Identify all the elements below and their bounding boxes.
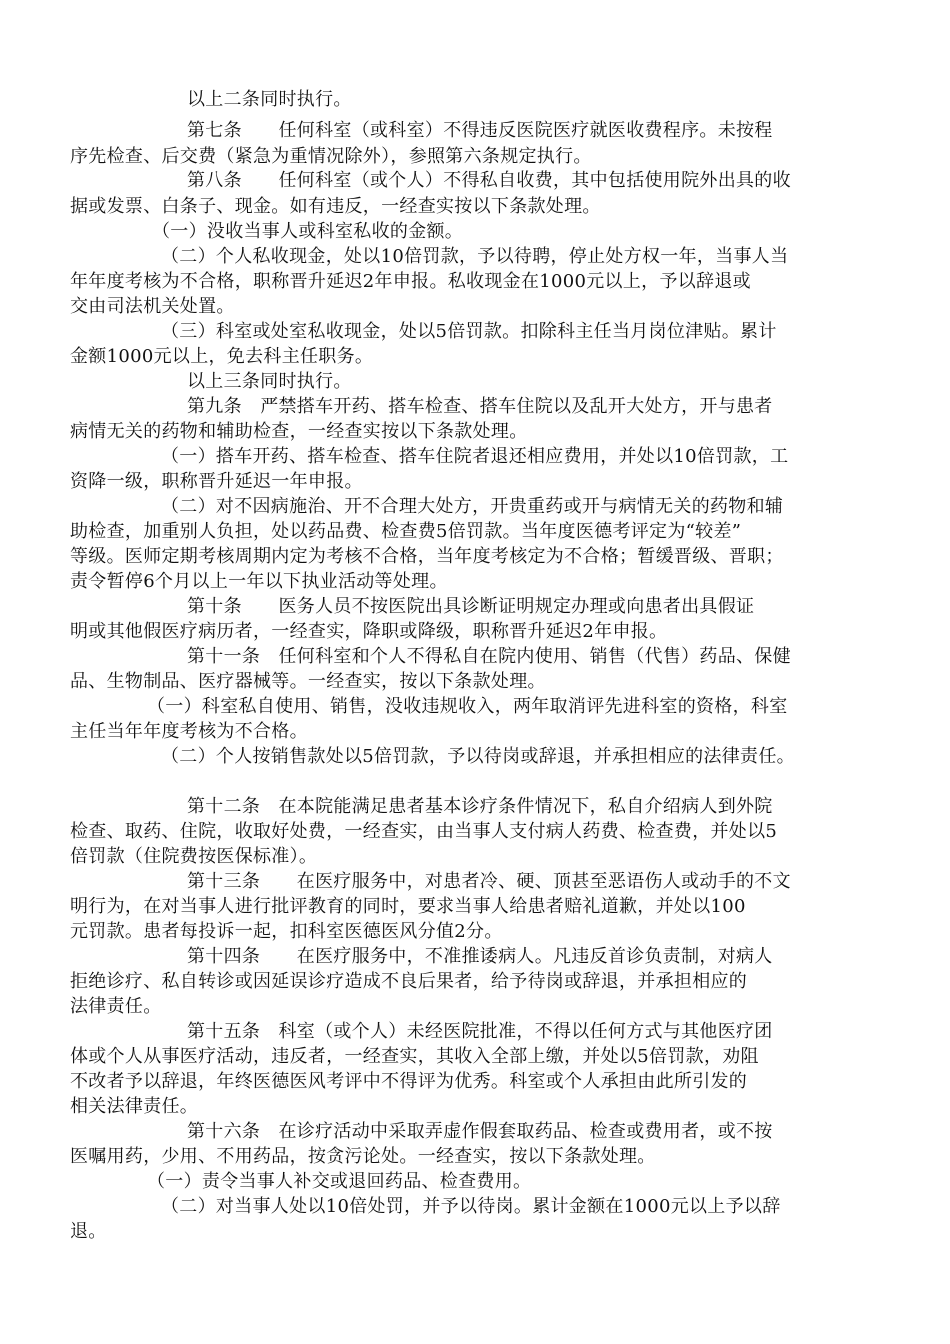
text-line: 退。 (70, 1221, 107, 1242)
article-14-heading: 第十四条 在医疗服务中，不准推诿病人。凡违反首诊负责制，对病人 (187, 946, 773, 967)
text-line: 法律责任。 (70, 996, 162, 1017)
text-line: 检查、取药、住院，收取好处费，一经查实，由当事人支付病人药费、检查费，并处以5 (70, 821, 778, 842)
text-line: 体或个人从事医疗活动，违反者，一经查实，其收入全部上缴，并处以5倍罚款，劝阻 (70, 1046, 759, 1067)
text-line: 以上二条同时执行。 (187, 89, 352, 110)
clause-item: （一）没收当事人或科室私收的金额。 (152, 221, 464, 242)
text-line: 倍罚款（住院费按医保标准）。 (70, 846, 318, 867)
text-line: 相关法律责任。 (70, 1096, 199, 1117)
clause-item: （一）责令当事人补交或退回药品、检查费用。 (147, 1171, 532, 1192)
clause-item: （一）科室私自使用、销售，没收违规收入，两年取消评先进科室的资格，科室 (147, 696, 788, 717)
text-line: 责令暂停6个月以上一年以下执业活动等处理。 (70, 571, 448, 592)
text-line: 主任当年年度考核为不合格。 (70, 721, 308, 742)
text-line: 金额1000元以上，免去科主任职务。 (70, 346, 374, 367)
article-15-heading: 第十五条 科室（或个人）未经医院批准，不得以任何方式与其他医疗团 (187, 1021, 773, 1042)
text-line: 品、生物制品、医疗器械等。一经查实，按以下条款处理。 (70, 671, 546, 692)
text-line: 元罚款。患者每投诉一起，扣科室医德医风分值2分。 (70, 921, 503, 942)
text-line: 明或其他假医疗病历者，一经查实，降职或降级，职称晋升延迟2年申报。 (70, 621, 668, 642)
text-line: 不改者予以辞退，年终医德医风考评中不得评为优秀。科室或个人承担由此所引发的 (70, 1071, 748, 1092)
text-line: 序先检查、后交费（紧急为重情况除外），参照第六条规定执行。 (70, 146, 592, 167)
text-line: 病情无关的药物和辅助检查，一经查实按以下条款处理。 (70, 421, 528, 442)
clause-item: （二）个人按销售款处以5倍罚款，予以待岗或辞退，并承担相应的法律责任。 (161, 746, 795, 767)
clause-item: （一）搭车开药、搭车检查、搭车住院者退还相应费用，并处以10倍罚款，工 (161, 446, 789, 467)
clause-item: （二）对不因病施治、开不合理大处方，开贵重药或开与病情无关的药物和辅 (161, 496, 784, 517)
article-7-heading: 第七条 任何科室（或科室）不得违反医院医疗就医收费程序。未按程 (187, 120, 773, 141)
text-line: 助检查，加重别人负担，处以药品费、检查费5倍罚款。当年度医德考评定为“较差” (70, 521, 742, 542)
text-line: 等级。医师定期考核周期内定为考核不合格，当年度考核定为不合格；暂缓晋级、晋职； (70, 546, 784, 567)
article-16-heading: 第十六条 在诊疗活动中采取弄虚作假套取药品、检查或费用者，或不按 (187, 1121, 773, 1142)
text-line: 以上三条同时执行。 (187, 371, 352, 392)
text-line: 医嘱用药，少用、不用药品，按贪污论处。一经查实，按以下条款处理。 (70, 1146, 656, 1167)
article-11-heading: 第十一条 任何科室和个人不得私自在院内使用、销售（代售）药品、保健 (187, 646, 791, 667)
article-10-heading: 第十条 医务人员不按医院出具诊断证明规定办理或向患者出具假证 (187, 596, 755, 617)
clause-item: （二）个人私收现金，处以10倍罚款，予以待聘，停止处方权一年，当事人当 (161, 246, 789, 267)
article-12-heading: 第十二条 在本院能满足患者基本诊疗条件情况下，私自介绍病人到外院 (187, 796, 773, 817)
article-8-heading: 第八条 任何科室（或个人）不得私自收费，其中包括使用院外出具的收 (187, 170, 791, 191)
article-9-heading: 第九条 严禁搭车开药、搭车检查、搭车住院以及乱开大处方，开与患者 (187, 396, 773, 417)
text-line: 资降一级，职称晋升延迟一年申报。 (70, 471, 363, 492)
clause-item: （三）科室或处室私收现金，处以5倍罚款。扣除科主任当月岗位津贴。累计 (161, 321, 777, 342)
text-line: 交由司法机关处置。 (70, 296, 235, 317)
text-line: 年年度考核为不合格，职称晋升延迟2年申报。私收现金在1000元以上，予以辞退或 (70, 271, 751, 292)
text-line: 明行为，在对当事人进行批评教育的同时，要求当事人给患者赔礼道歉，并处以100 (70, 896, 746, 917)
clause-item: （二）对当事人处以10倍处罚，并予以待岗。累计金额在1000元以上予以辞 (161, 1196, 781, 1217)
article-13-heading: 第十三条 在医疗服务中，对患者冷、硬、顶甚至恶语伤人或动手的不文 (187, 871, 791, 892)
text-line: 拒绝诊疗、私自转诊或因延误诊疗造成不良后果者，给予待岗或辞退，并承担相应的 (70, 971, 748, 992)
text-line: 据或发票、白条子、现金。如有违反，一经查实按以下条款处理。 (70, 196, 601, 217)
